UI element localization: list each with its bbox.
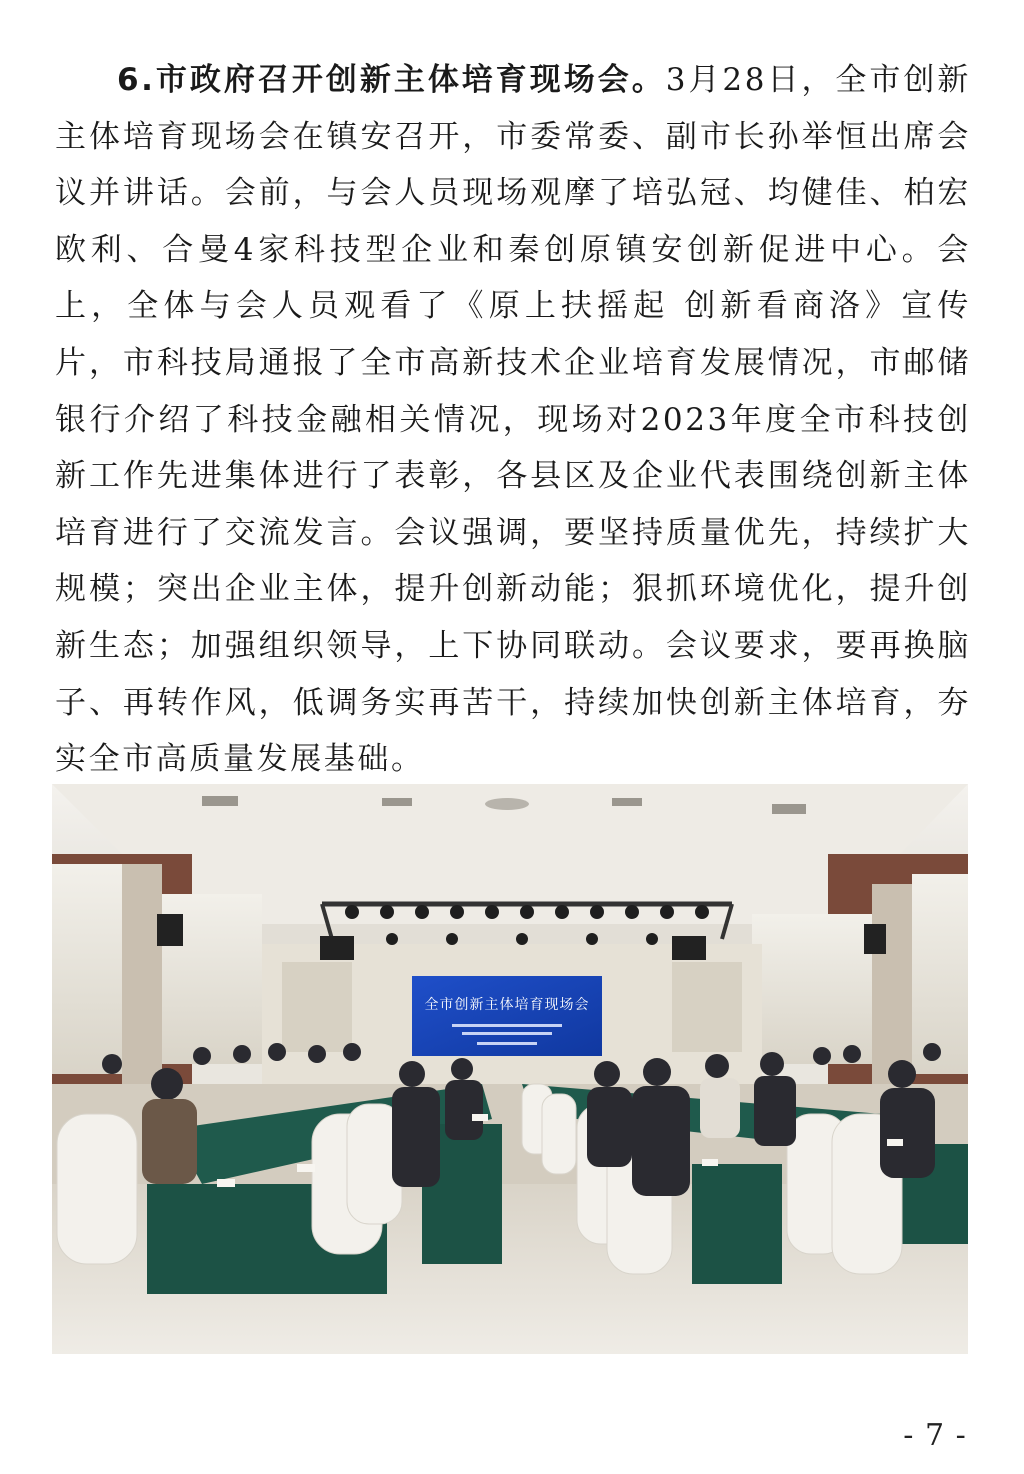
article-paragraph [55,52,971,788]
meeting-hall-illustration [52,784,968,1354]
meeting-photo [52,784,968,1354]
banner-title: 全市创新主体培育现场会 [424,997,590,1013]
section-heading: 6.市政府召开创新主体培育现场会。 [117,62,666,98]
paragraph-body: 3月28日，全市创新主体培育现场会在镇安召开，市委常委、副市长孙举恒出席会议并讲话。会前，与会人员现场观摩了培弘冠、均健佳、柏宏欧利、合曼4家科技型企业和秦创原镇安创新促进中心。会上，全体与会人员观看了《原上扶摇起 创新看商洛》宣传片，市科技局通报了全市高新技术企业培育发展情况，市邮储银行介绍了科技金融相关情况，现场对2023年度全市科技创新工作先进集体进行了表彰，各县区及企业代表围绕创新主体培育进行了交流发言。会议强调，要坚持质量优先，持续扩大规模；突出企业主体，提升创新动能；狠抓环境优化，提升创新生态；加强组织领导，上下协同联动。会议要求，要再换脑子、再转作风，低调务实再苦干，持续加快创新主体培育，夯实全市高质量发展基础。 [55,62,971,778]
page-number: - 7 - [903,1418,967,1453]
